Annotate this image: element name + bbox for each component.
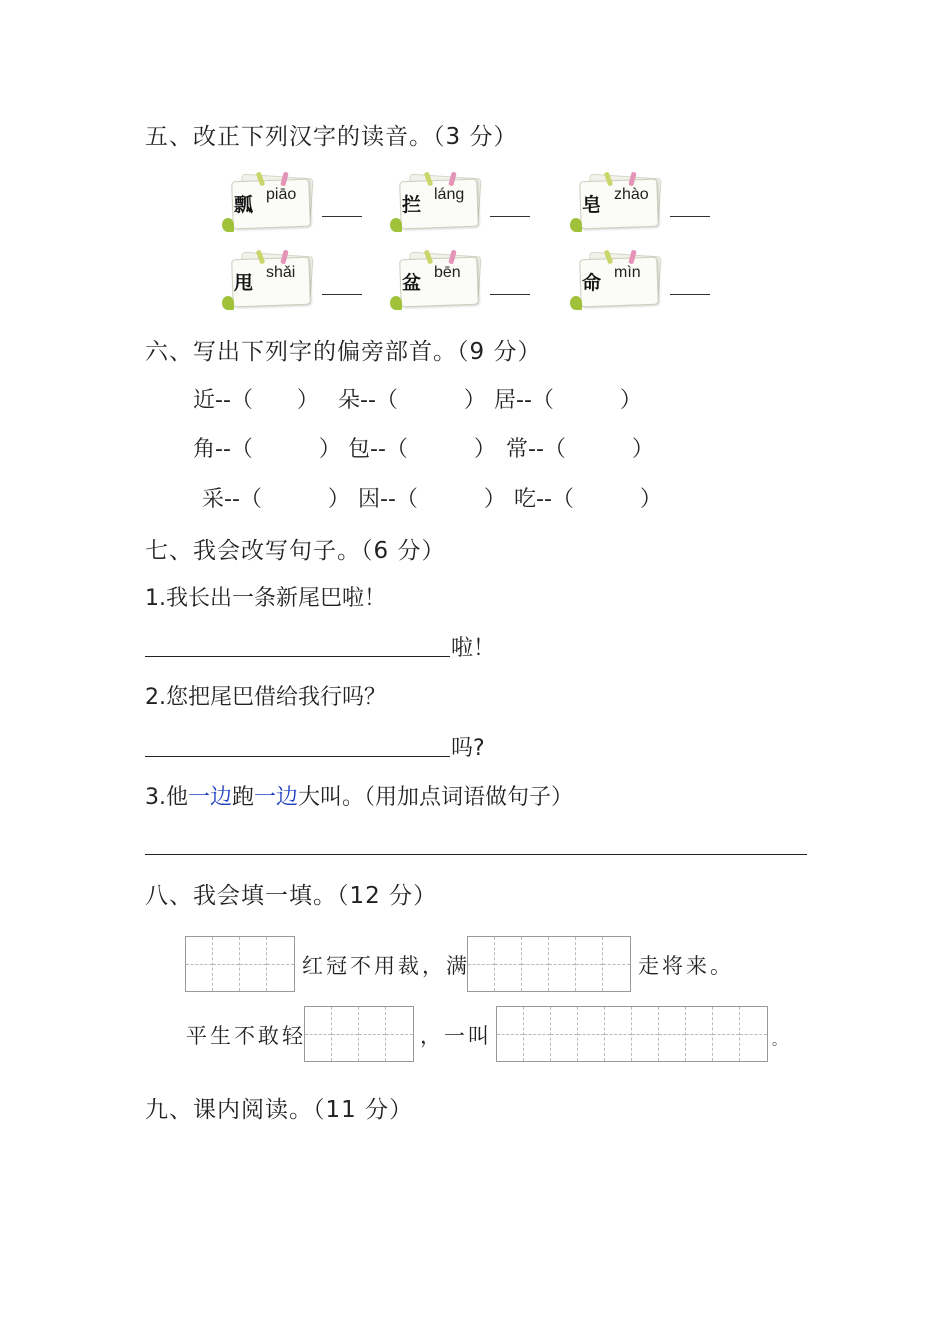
section9-title: 九、课内阅读。（11 分） (145, 1097, 414, 1123)
card-hanzi: 瓢 (234, 194, 254, 216)
card-hanzi: 皂 (582, 194, 602, 216)
card-pinyin: piāo (266, 186, 297, 203)
writing-grid-2[interactable] (467, 936, 631, 992)
sentence-2-suffix: 吗? (451, 736, 485, 761)
answer-line-3[interactable] (145, 828, 807, 855)
poem-text-a: 红冠不用裁，满 (302, 954, 470, 978)
poem-text-e: 。 (772, 1033, 789, 1049)
radical-item[interactable]: 近--（ ） (193, 388, 319, 413)
sentence-3-rest: 大叫。（用加点词语做句子） (298, 785, 574, 810)
answer-blank[interactable] (490, 294, 530, 295)
radical-item[interactable]: 因--（ ） (358, 487, 506, 512)
section8-title: 八、我会填一填。（12 分） (145, 883, 438, 909)
highlight-word: 一边 (188, 785, 233, 810)
radical-item[interactable]: 包--（ ） (348, 437, 496, 462)
answer-line-2[interactable] (145, 730, 450, 757)
radical-item[interactable]: 朵--（ ） (338, 388, 486, 413)
card-hanzi: 命 (582, 272, 602, 294)
card-pinyin: láng (434, 186, 465, 203)
card-hanzi: 拦 (402, 194, 422, 216)
radical-item[interactable]: 居--（ ） (494, 388, 642, 413)
leaf-icon (390, 296, 402, 310)
answer-blank[interactable] (490, 216, 530, 217)
sentence-3-mid: 跑 (232, 785, 255, 810)
leaf-icon (570, 296, 582, 310)
card-pinyin: mìn (614, 264, 641, 281)
answer-blank[interactable] (322, 294, 362, 295)
answer-blank[interactable] (322, 216, 362, 217)
card-pinyin: bēn (434, 264, 461, 281)
card-pinyin: shǎi (266, 264, 296, 281)
card-hanzi: 盆 (402, 272, 422, 294)
section5-title: 五、改正下列汉字的读音。（3 分） (145, 124, 518, 150)
poem-text-d: ，一叫 (420, 1024, 492, 1048)
sentence-1-suffix: 啦！ (451, 636, 496, 661)
radical-item[interactable]: 常--（ ） (506, 437, 654, 462)
card-hanzi: 甩 (234, 272, 254, 294)
leaf-icon (222, 218, 234, 232)
card-pinyin: zhào (614, 186, 649, 203)
sentence-1: 1.我长出一条新尾巴啦！ (145, 586, 386, 611)
pinyin-card-6 (570, 250, 720, 312)
leaf-icon (222, 296, 234, 310)
pinyin-card-3 (570, 172, 720, 234)
pinyin-card-4 (222, 250, 372, 312)
pinyin-card-5 (390, 250, 540, 312)
radical-item[interactable]: 吃--（ ） (514, 487, 662, 512)
section7-title: 七、我会改写句子。（6 分） (145, 538, 446, 564)
radical-item[interactable]: 角--（ ） (193, 437, 341, 462)
poem-text-b: 走将来。 (638, 954, 734, 978)
answer-blank[interactable] (670, 216, 710, 217)
answer-line-1[interactable] (145, 630, 450, 657)
writing-grid-4[interactable] (496, 1006, 768, 1062)
sentence-3-prefix: 3.他 (145, 785, 188, 810)
radical-item[interactable]: 采--（ ） (202, 487, 350, 512)
leaf-icon (570, 218, 582, 232)
sentence-2: 2.您把尾巴借给我行吗？ (145, 685, 386, 710)
pinyin-card-2 (390, 172, 540, 234)
leaf-icon (390, 218, 402, 232)
sentence-3 (145, 780, 573, 811)
writing-grid-1[interactable] (185, 936, 295, 992)
highlight-word: 一边 (254, 785, 299, 810)
pinyin-card-1 (222, 172, 372, 234)
writing-grid-3[interactable] (304, 1006, 414, 1062)
answer-blank[interactable] (670, 294, 710, 295)
poem-text-c: 平生不敢轻 (186, 1024, 306, 1048)
section6-title: 六、写出下列字的偏旁部首。（9 分） (145, 339, 542, 365)
